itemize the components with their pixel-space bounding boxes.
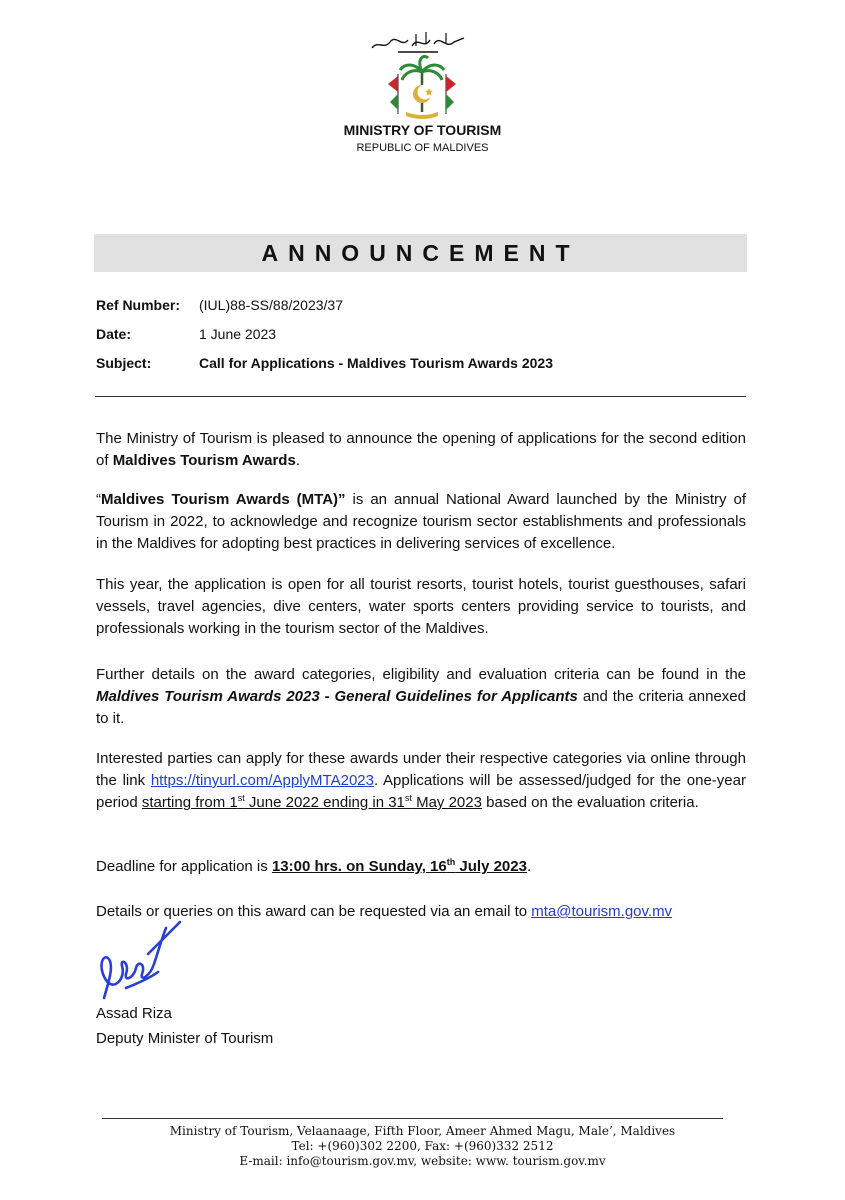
p6-bold1: 13:00 hrs. on Sunday, 16 xyxy=(271,858,447,875)
p4-text: Further details on the award categories, eligibility and evaluation criteria can be found in the xyxy=(96,666,746,683)
paragraph-opening xyxy=(96,428,746,472)
announcement-banner: ANNOUNCEMENT xyxy=(94,234,747,272)
handwritten-signature xyxy=(96,918,186,1010)
p5-sup1: st xyxy=(237,793,245,803)
bismillah-calligraphy xyxy=(368,30,468,56)
maldives-state-emblem-icon xyxy=(384,54,460,120)
paragraph-eligibility xyxy=(96,574,746,640)
footer-divider xyxy=(102,1118,723,1119)
subject-row xyxy=(96,355,746,371)
apply-link[interactable]: https://tinyurl.com/ApplyMTA2023 xyxy=(150,772,374,789)
p6-end: . xyxy=(526,858,532,875)
p5-mid: . Applications will be assessed/judged for the one-year period xyxy=(96,772,746,811)
p2-text: is an annual National Award launched by the Ministry of Tourism in 2022, to acknowledge and recognize tourism sector establishments and professionals in the Maldives for adopting best practices in delivering services of excellence. xyxy=(96,491,746,552)
p1-end: . xyxy=(295,452,300,469)
footer-email: E-mail: info@tourism.gov.mv, website: www. tourism.gov.mv xyxy=(239,1154,606,1168)
subject-value: Call for Applications - Maldives Tourism Awards 2023 xyxy=(199,355,553,371)
p4-end: and the criteria annexed to it. xyxy=(96,688,746,727)
p7-text: Details or queries on this award can be requested via an email to xyxy=(96,903,532,920)
signatory-title: Deputy Minister of Tourism xyxy=(96,1030,274,1047)
footer-address: Ministry of Tourism, Velaanaage, Fifth Floor, Ameer Ahmed Magu, Male’, Maldives xyxy=(169,1124,676,1138)
p6-bold2: July 2023 xyxy=(455,858,527,875)
ministry-name: MINISTRY OF TOURISM xyxy=(343,122,502,138)
date-row xyxy=(96,326,746,342)
date-value: 1 June 2023 xyxy=(199,326,277,342)
guidelines-title: Maldives Tourism Awards 2023 - General Guidelines for Applicants xyxy=(96,688,578,705)
footer-phone: Tel: +(960)302 2200, Fax: +(960)332 2512 xyxy=(291,1139,554,1153)
paragraph-guidelines xyxy=(96,664,746,730)
p3-text: This year, the application is open for all tourist resorts, tourist hotels, tourist guesthouses, safari vessels, travel agencies, dive centers, water sports centers providing service to tourists, and professionals working in the tourism sector of the Maldives. xyxy=(96,576,746,637)
paragraph-contact xyxy=(96,901,746,923)
p6-sup: th xyxy=(446,857,456,867)
p2-award-name: Maldives Tourism Awards (MTA)” xyxy=(101,491,346,508)
email-link[interactable]: mta@tourism.gov.mv xyxy=(531,903,673,920)
p5-sup2: st xyxy=(404,793,412,803)
subject-label: Subject: xyxy=(96,355,152,371)
p1-award-name: Maldives Tourism Awards xyxy=(112,452,296,469)
p5-end: based on the evaluation criteria. xyxy=(481,794,699,811)
ref-number-value: (IUL)88-SS/88/2023/37 xyxy=(199,297,343,313)
p6-text: Deadline for application is xyxy=(96,858,272,875)
p5-u3: May 2023 xyxy=(411,794,482,811)
deadline-value xyxy=(272,858,527,875)
republic-name: REPUBLIC OF MALDIVES xyxy=(356,142,489,154)
ref-number-label: Ref Number: xyxy=(96,297,181,313)
paragraph-deadline xyxy=(96,856,746,878)
paragraph-about-mta xyxy=(96,489,746,555)
paragraph-apply xyxy=(96,748,746,814)
signatory-name: Assad Riza xyxy=(96,1005,172,1022)
p1-text: The Ministry of Tourism is pleased to announce the opening of applications for the second edition of xyxy=(96,430,746,469)
p2-quote: “ xyxy=(96,491,101,508)
p5-u1: starting from 1 xyxy=(141,794,238,811)
p5-text: Interested parties can apply for these awards under their respective categories via online through the link xyxy=(96,750,746,789)
assessment-period xyxy=(142,794,482,811)
date-label: Date: xyxy=(96,326,132,342)
header-divider xyxy=(95,396,746,397)
p5-u2: June 2022 ending in 31 xyxy=(244,794,405,811)
ref-number-row xyxy=(96,297,746,313)
